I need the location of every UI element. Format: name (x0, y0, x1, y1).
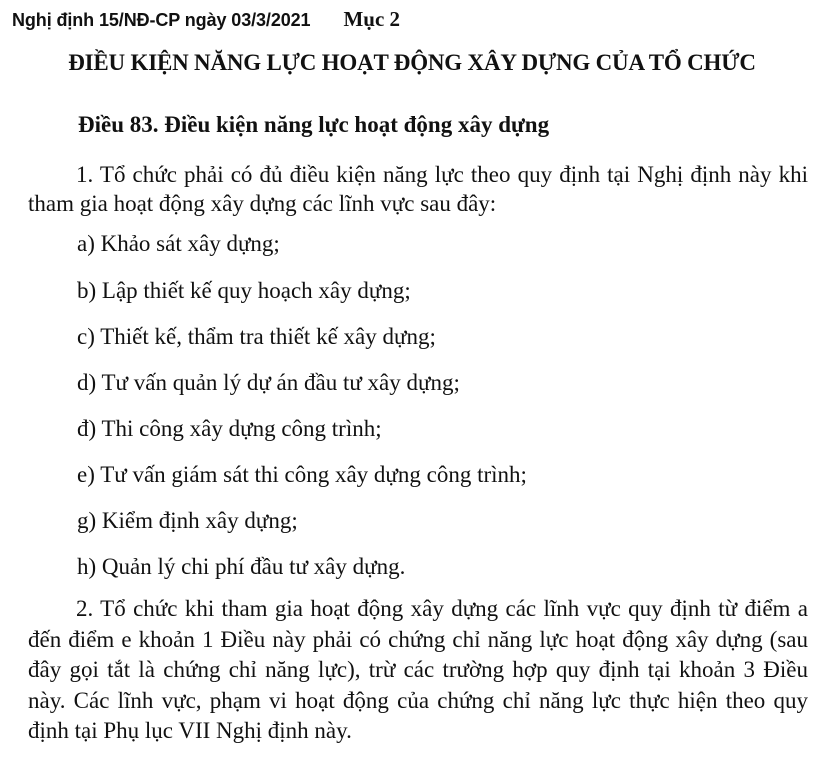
list-item-g: g) Kiểm định xây dựng; (77, 508, 298, 533)
list-item-a: a) Khảo sát xây dựng; (77, 231, 280, 256)
list-item-e: e) Tư vấn giám sát thi công xây dựng công trình; (77, 462, 527, 487)
list-item-d: d) Tư vấn quản lý dự án đầu tư xây dựng; (77, 370, 460, 395)
paragraph-2: 2. Tổ chức khi tham gia hoạt động xây dựng các lĩnh vực quy định từ điểm a đến điểm e khoản 1 Điều này phải có chứng chỉ năng lực hoạt động xây dựng (sau đây gọi tắt là chứng chỉ năng lực), trừ các trường hợp quy định tại khoản 3 Điều này. Các lĩnh vực, phạm vi hoạt động của chứng chỉ năng lực thực hiện theo quy định tại Phụ lục VII Nghị định này. (28, 596, 808, 743)
list-item-b: b) Lập thiết kế quy hoạch xây dựng; (77, 278, 411, 303)
decree-reference: Nghị định 15/NĐ-CP ngày 03/3/2021 (12, 10, 311, 30)
list-item-h: h) Quản lý chi phí đầu tư xây dựng. (77, 554, 406, 579)
document-header (12, 7, 400, 33)
section-label: Mục 2 (343, 7, 401, 31)
paragraph-1: 1. Tổ chức phải có đủ điều kiện năng lực theo quy định tại Nghị định này khi tham gia hoạt động xây dựng các lĩnh vực sau đây: (28, 162, 808, 216)
section-title: ĐIỀU KIỆN NĂNG LỰC HOẠT ĐỘNG XÂY DỰNG CỦA TỔ CHỨC (68, 50, 756, 75)
list-item-c: c) Thiết kế, thẩm tra thiết kế xây dựng; (77, 324, 436, 349)
list-item-dd: đ) Thi công xây dựng công trình; (77, 416, 382, 441)
article-heading: Điều 83. Điều kiện năng lực hoạt động xây dựng (78, 112, 550, 137)
